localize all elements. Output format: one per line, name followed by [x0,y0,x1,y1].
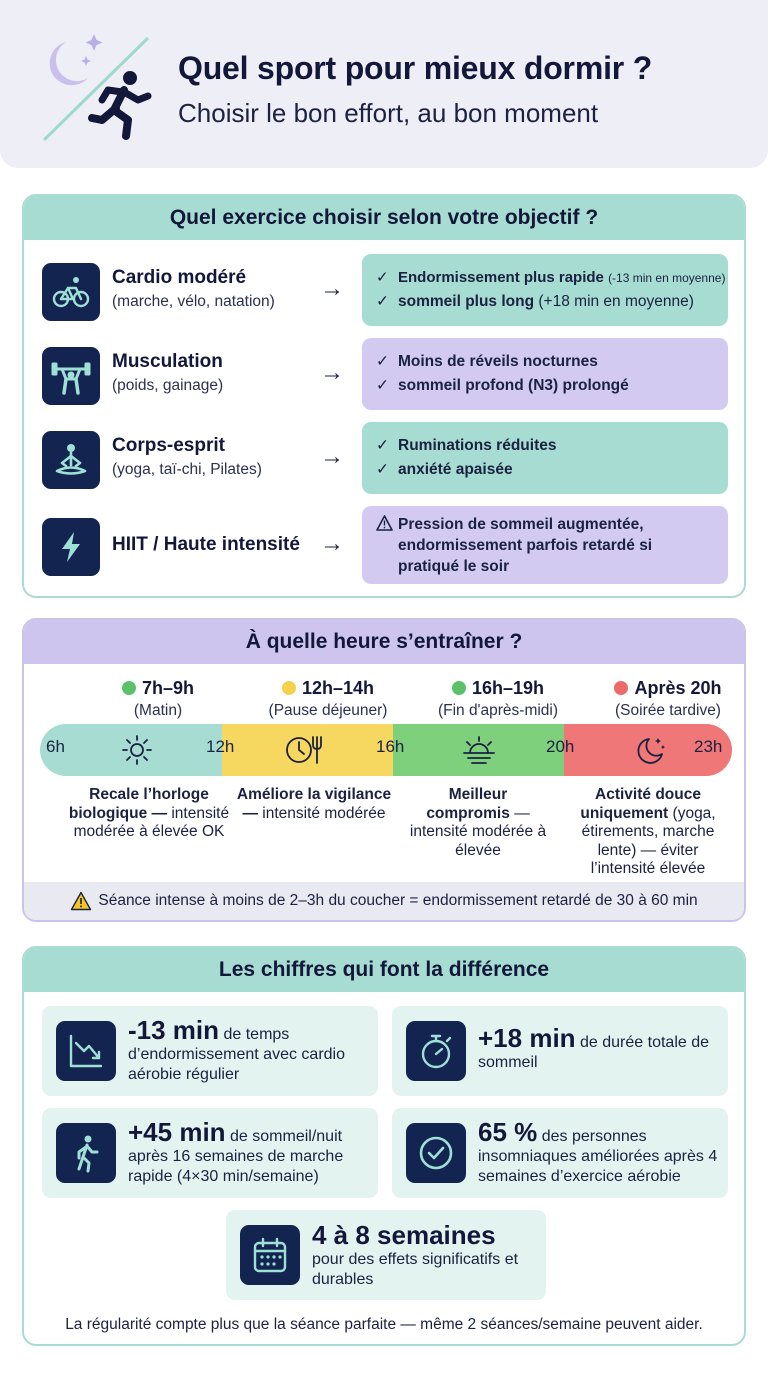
slot-desc-bold: Activité douce uniquement [580,786,701,822]
objective-name: HIIT / Haute intensité [112,534,300,555]
stat-description: de temps d’endormissement avec cardio aérobie régulier [128,1026,345,1083]
check-circle-icon [406,1123,466,1183]
objective-benefits [362,422,728,494]
arrow-right-icon: → [320,530,344,557]
stats-title: Les chiffres qui font la différence [24,948,744,992]
warning-icon [70,891,92,911]
stat-value: -13 min [128,1015,220,1045]
objective-name: Corps-esprit [112,435,225,456]
sun-icon [120,733,154,767]
slot-desc-bold: Améliore la vigilance — [236,786,392,822]
slot-description [408,786,548,860]
stat-value: 65 % [478,1117,538,1147]
slot-lunch [238,678,418,720]
time-tick: 23h [694,737,723,756]
arrow-right-icon: → [320,275,344,302]
objective-warning [362,506,728,584]
slot-range: 7h–9h [141,678,195,698]
benefit-item [376,458,714,482]
arrow-right-icon: → [320,443,344,470]
warning-icon [376,515,393,537]
benefit-item [376,434,714,458]
benefit-note: (+18 min en moyenne) [538,293,694,310]
check-icon: ✓ [376,437,389,454]
status-dot-red [614,681,628,695]
stat-card [392,1108,728,1198]
stopwatch-icon [406,1021,466,1081]
stat-card [42,1006,378,1096]
benefit-text: sommeil plus long [398,293,535,310]
stats-card [22,946,746,1346]
page-subtitle: Choisir le bon effort, au bon moment [178,98,599,128]
time-tick: 12h [206,737,235,756]
check-icon: ✓ [376,269,389,286]
objective-row-hiit [24,506,744,584]
slot-desc-bold: Meilleur compromis [426,786,510,822]
header-logo [36,28,156,148]
benefit-text: Ruminations réduites [398,437,557,454]
stars-icon [81,34,103,66]
objective-detail: (marche, vélo, natation) [112,293,275,310]
timing-warning-text: Séance intense à moins de 2–3h du coucher = endormissement retardé de 30 à 60 min [98,892,698,909]
benefit-text: Endormissement plus rapide [398,269,604,286]
clock-fork-icon [284,733,328,767]
slot-evening [578,678,746,720]
objective-benefits [362,338,728,410]
stat-description: des personnes insomniaques améliorées après 4 semaines d’exercice aérobie [478,1128,718,1185]
slot-label: (Soirée tardive) [615,702,721,719]
runner-icon [92,71,148,136]
slot-morning [68,678,248,720]
stat-value: 4 à 8 semaines [312,1220,496,1250]
stat-text [128,1117,368,1187]
check-icon: ✓ [376,293,389,310]
objective-name: Cardio modéré [112,267,247,288]
stat-card [226,1210,546,1300]
benefit-note: (-13 min en moyenne) [608,271,726,285]
time-tick: 6h [46,737,65,756]
slot-desc-text: — intensité modérée à élevée [409,804,547,859]
stat-description: pour des effets significatifs et durables [312,1251,519,1288]
benefit-item [376,266,726,290]
slot-desc-bold: Recale l’horloge biologique — [68,786,209,822]
objective-detail: (yoga, taï-chi, Pilates) [112,461,262,478]
stat-text [478,1023,714,1073]
slot-range: 16h–19h [471,678,545,698]
moon-icon [50,42,88,85]
slot-description [568,786,728,879]
status-dot-yellow [282,681,296,695]
sunset-icon [460,733,498,767]
stats-footer: La régularité compte plus que la séance parfaite — même 2 séances/semaine peuvent aider. [65,1316,703,1333]
objective-detail: (poids, gainage) [112,377,224,394]
slot-label: (Pause déjeuner) [268,702,388,719]
slot-desc-text: (yoga, étirements, marche lente) — éviter l’intensité élevée [581,804,716,877]
lightning-icon [42,518,100,576]
stat-text [478,1117,722,1187]
slot-range: Après 20h [634,678,722,698]
slot-label: (Fin d'après-midi) [437,702,559,719]
check-icon: ✓ [376,353,389,370]
slot-desc-text: intensité modérée à élevée OK [73,804,230,840]
header [0,0,768,168]
timing-warning [24,882,744,920]
timing-card [22,618,746,922]
slot-label: (Matin) [133,702,183,719]
benefit-text: Moins de réveils nocturnes [398,353,598,370]
slot-desc-text: intensité modérée [262,804,386,822]
status-dot-green [452,681,466,695]
objective-name: Musculation [112,351,223,372]
walking-icon [56,1123,116,1183]
benefit-item [376,350,714,374]
stat-card [392,1006,728,1096]
objective-row-cardio [24,254,744,326]
warning-item [376,514,714,577]
check-icon: ✓ [376,461,389,478]
slot-afternoon [408,678,588,720]
arrow-right-icon: → [320,359,344,386]
objective-row-corps-esprit [24,422,744,494]
stat-description: de sommeil/nuit après 16 semaines de marche rapide (4×30 min/semaine) [128,1128,344,1185]
objective-row-musculation [24,338,744,410]
benefit-text: anxiété apaisée [398,461,513,478]
meditation-icon [42,431,100,489]
time-tick: 16h [376,737,405,756]
stat-description: de durée totale de sommeil [478,1034,710,1071]
slot-description [64,786,234,842]
moon-stars-icon [634,733,668,767]
objective-benefits [362,254,728,326]
warning-text: Pression de sommeil augmentée, endormissement parfois retardé si pratiqué le soir [398,515,653,575]
status-dot-green [122,681,136,695]
weightlifting-icon [42,347,100,405]
objectives-title: Quel exercice choisir selon votre objectif ? [24,196,744,240]
slot-range: 12h–14h [301,678,375,698]
cycling-icon [42,263,100,321]
benefit-text: sommeil profond (N3) prolongé [398,377,629,394]
slot-description [234,786,394,823]
check-icon: ✓ [376,377,389,394]
stat-value: +18 min [478,1023,576,1053]
timing-title: À quelle heure s’entraîner ? [24,620,744,664]
benefit-item [376,290,714,314]
trend-down-icon [56,1021,116,1081]
benefit-item [376,374,714,398]
stat-card [42,1108,378,1198]
objectives-card [22,194,746,598]
calendar-icon [240,1225,300,1285]
stat-text [312,1220,536,1290]
page-title: Quel sport pour mieux dormir ? [178,50,653,86]
time-tick: 20h [546,737,575,756]
stat-value: +45 min [128,1117,226,1147]
stat-text [128,1015,368,1085]
